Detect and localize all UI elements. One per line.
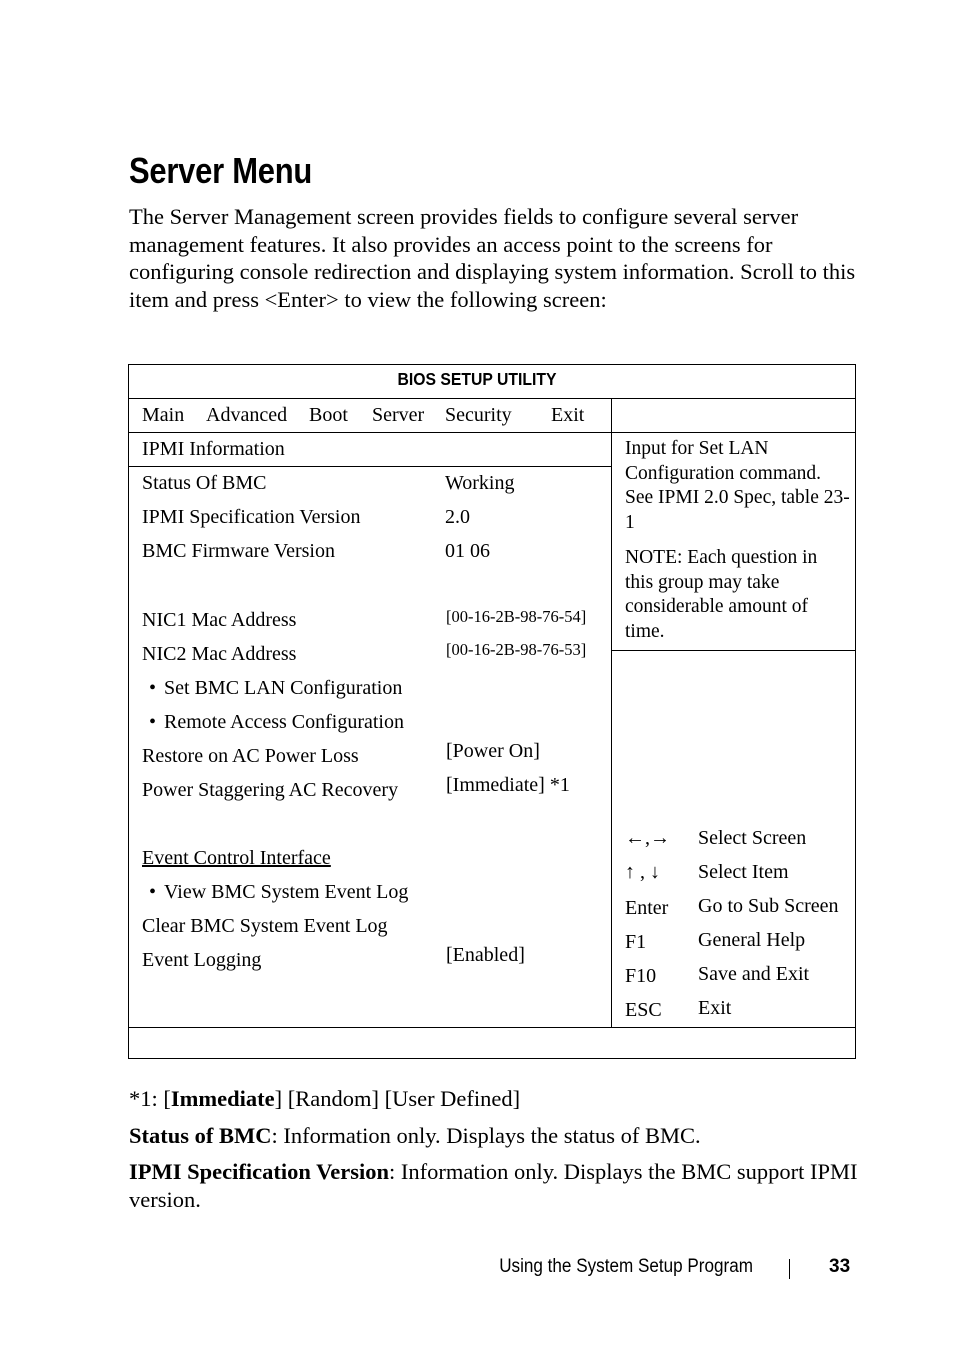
arrows-horizontal-icon: ←,→	[625, 827, 670, 849]
definition-term: Status of BMC	[129, 1123, 272, 1148]
nic2-value: [00-16-2B-98-76-53]	[446, 640, 587, 659]
footer-divider	[789, 1259, 790, 1279]
menu-security[interactable]: Security	[445, 404, 512, 426]
intro-paragraph: The Server Management screen provides fields to configure several server management features. It also provides an access point to the screens for configuring console redirection and displaying system information. Scroll to this item and press <Enter> to view the following screen:	[129, 204, 856, 312]
restore-value[interactable]: [Power On]	[446, 740, 540, 762]
page-heading: Server Menu	[129, 150, 313, 191]
nic1-value: [00-16-2B-98-76-54]	[446, 607, 587, 626]
event-logging-label[interactable]: Event Logging	[142, 949, 262, 971]
key-desc: Select Screen	[698, 827, 807, 849]
footnote-prefix: *1: [	[129, 1086, 171, 1111]
definition-term: IPMI Specification Version	[129, 1159, 390, 1184]
page-number: 33	[829, 1256, 851, 1277]
divider	[128, 466, 611, 467]
key-enter: Enter	[625, 897, 669, 919]
help-note: NOTE: Each question in this group may take considerable amount of time.	[625, 547, 818, 642]
help-text: Input for Set LAN Configuration command. See IPMI 2.0 Spec, table 23-1	[625, 438, 850, 533]
menu-exit[interactable]: Exit	[551, 404, 585, 426]
event-control-heading: Event Control Interface	[142, 847, 331, 869]
stagger-value[interactable]: [Immediate] *1	[446, 774, 570, 796]
definition-text: : Information only. Displays the BMC support IPMI version.	[129, 1159, 858, 1212]
bios-title: BIOS SETUP UTILITY	[397, 369, 557, 389]
menu-boot[interactable]: Boot	[309, 404, 348, 426]
restore-label[interactable]: Restore on AC Power Loss	[142, 745, 359, 767]
section-title: IPMI Information	[142, 438, 285, 460]
footer-section: Using the System Setup Program	[499, 1256, 753, 1277]
nic2-label: NIC2 Mac Address	[142, 643, 297, 665]
arrows-vertical-icon: ↑ , ↓	[625, 861, 660, 883]
status-value: Working	[445, 472, 515, 494]
firmware-label: BMC Firmware Version	[142, 540, 335, 562]
divider	[611, 650, 856, 651]
menu-main[interactable]: Main	[142, 404, 185, 426]
divider	[611, 398, 612, 1027]
footnote-bold: Immediate	[170, 1086, 275, 1111]
key-f1: F1	[625, 931, 647, 953]
firmware-value: 01 06	[445, 540, 490, 562]
key-desc: Exit	[698, 997, 732, 1019]
menu-advanced[interactable]: Advanced	[206, 404, 288, 426]
footnote	[129, 1085, 874, 1113]
key-desc: Select Item	[698, 861, 789, 883]
clear-log-item[interactable]: Clear BMC System Event Log	[142, 915, 388, 937]
divider	[128, 432, 856, 433]
definition-status	[129, 1122, 874, 1150]
lan-config-item[interactable]: • Set BMC LAN Configuration	[149, 676, 402, 700]
definition-ipmi	[129, 1158, 874, 1213]
status-label: Status Of BMC	[142, 472, 267, 494]
view-log-item[interactable]: • View BMC System Event Log	[149, 880, 408, 904]
divider	[128, 398, 856, 399]
ipmi-version-value: 2.0	[445, 506, 470, 528]
ipmi-version-label: IPMI Specification Version	[142, 506, 361, 528]
key-desc: General Help	[698, 929, 806, 951]
nic1-label: NIC1 Mac Address	[142, 609, 297, 631]
key-desc: Go to Sub Screen	[698, 895, 839, 917]
stagger-label[interactable]: Power Staggering AC Recovery	[142, 779, 399, 801]
definition-text: : Information only. Displays the status of BMC.	[271, 1123, 701, 1148]
key-desc: Save and Exit	[698, 963, 810, 985]
key-f10: F10	[625, 965, 657, 987]
event-logging-value[interactable]: [Enabled]	[446, 944, 525, 966]
key-esc: ESC	[625, 999, 662, 1021]
menu-server[interactable]: Server	[372, 404, 425, 426]
footnote-suffix: ] [Random] [User Defined]	[274, 1086, 521, 1111]
remote-access-item[interactable]: • Remote Access Configuration	[149, 710, 404, 734]
divider	[128, 1027, 856, 1028]
